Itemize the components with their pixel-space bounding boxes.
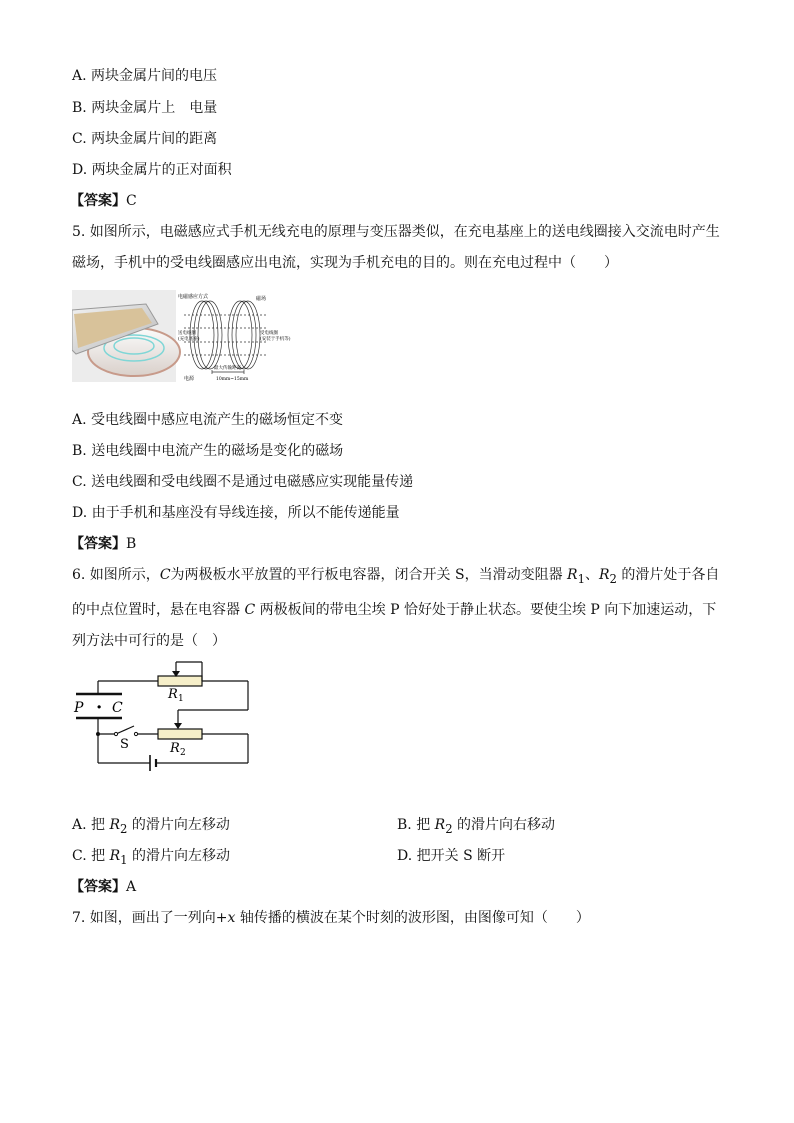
q5-option-d: D. 由于手机和基座没有导线连接，所以不能传递能量 — [72, 505, 400, 521]
q5-figure-recv-sub: (安装于手机等) — [260, 337, 291, 342]
q5-figure — [72, 290, 294, 382]
q5-option-c: C. 送电线圈和受电线圈不是通过电磁感应实现能量传递 — [72, 474, 414, 490]
capacitor-c-label: C — [112, 700, 123, 716]
q5-answer: 【答案】B — [70, 536, 137, 552]
q6-answer: 【答案】A — [70, 879, 137, 895]
q5-figure-send-coil: 送电线圈 — [178, 331, 196, 336]
q4-option-c: C. 两块金属片间的距离 — [72, 131, 218, 147]
q4-answer: 【答案】C — [70, 193, 137, 209]
dust-p-label: P — [74, 700, 84, 716]
q6-option-d: D. 把开关 S 断开 — [397, 848, 506, 864]
q5-figure-distance-value: 10mm~15mm — [216, 377, 249, 382]
q6-stem: 6. 如图所示，C为两极板水平放置的平行板电容器，闭合开关 S，当滑动变阻器 $R_1$、$R_2$ 的滑片处于各自的中点位置时，悬在电容器 C 两极板间的带电尘埃 P 恰好处于静止状态。要使尘埃 P 向下加速运动，下列方法中可行的是（ ） — [72, 567, 720, 649]
q4-option-b: B. 两块金属片上 电量 — [72, 100, 218, 116]
q5-figure-send-sub: (充电底座) — [178, 337, 200, 342]
q5-option-a: A. 受电线圈中感应电流产生的磁场恒定不变 — [72, 412, 344, 428]
q5-figure-recv-coil: 受电线圈 — [260, 331, 278, 336]
r1-subscript: 1 — [178, 694, 184, 704]
q5-stem: 5. 如图所示，电磁感应式手机无线充电的原理与变压器类似，在充电基座上的送电线圈接入交流电时产生磁场，手机中的受电线圈感应出电流，实现为手机充电的目的。则在充电过程中（ ） — [72, 224, 720, 271]
q5-figure-power: 电源 — [184, 376, 195, 382]
q6-circuit-diagram — [72, 652, 262, 774]
q6-option-b: B. 把 $R_2$ 的滑片向右移动 — [397, 817, 556, 836]
r2-label: R — [170, 741, 180, 756]
q7-stem: 7. 如图，画出了一列向+x 轴传播的横波在某个时刻的波形图，由图像可知（ ） — [72, 910, 590, 926]
r1-label: R — [168, 687, 178, 702]
q6-option-a: A. 把 $R_2$ 的滑片向左移动 — [72, 817, 230, 836]
r2-subscript: 2 — [180, 748, 186, 758]
dust-dot: · — [96, 697, 103, 718]
switch-s-label: S — [120, 737, 129, 752]
q5-figure-magnet: 磁场 — [256, 296, 267, 302]
q5-option-b: B. 送电线圈中电流产生的磁场是变化的磁场 — [72, 443, 344, 459]
q5-figure-title: 电磁感应方式 — [178, 294, 209, 300]
q5-figure-distance-label: 最大传输距离 — [214, 366, 241, 371]
q4-option-a: A. 两块金属片间的电压 — [72, 68, 218, 84]
q4-option-d: D. 两块金属片的正对面积 — [72, 162, 232, 178]
q6-option-c: C. 把 $R_1$ 的滑片向左移动 — [72, 848, 230, 867]
